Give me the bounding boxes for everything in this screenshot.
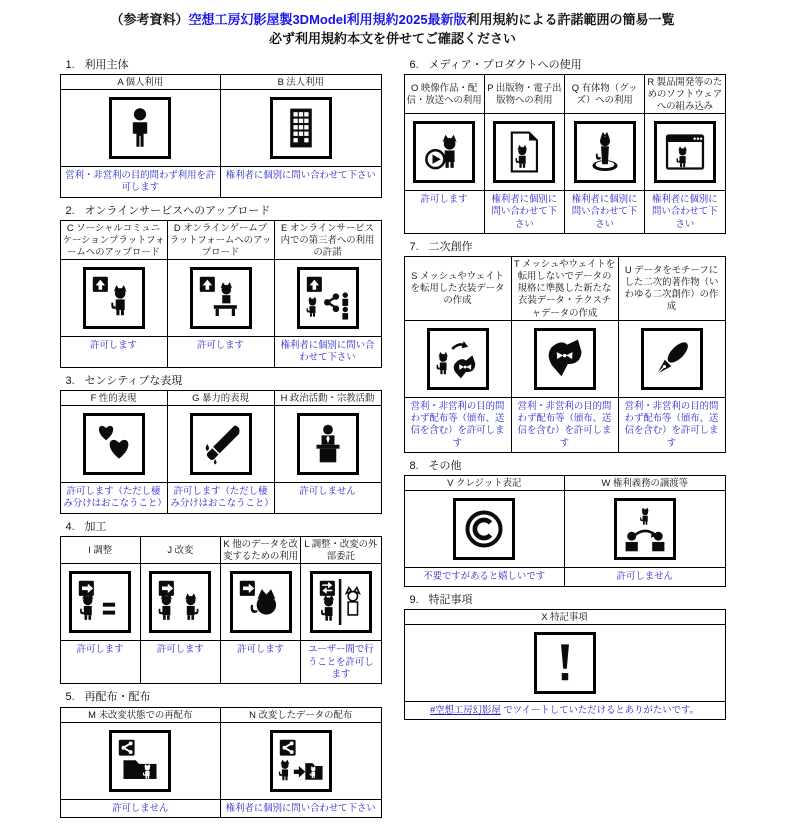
result-cell — [404, 190, 484, 233]
icon-cell — [274, 406, 381, 483]
section-number: 7. — [409, 241, 419, 254]
category-header-cell: F 性的表現 — [60, 391, 167, 406]
result-text: 権利者に個別に問い合わせて下さい — [225, 168, 376, 180]
result-cell — [221, 799, 382, 817]
section-number: 2. — [65, 204, 75, 217]
goods-figurine-icon — [574, 121, 636, 183]
result-cell — [618, 397, 725, 453]
permission-table — [404, 256, 726, 453]
section-number: 6. — [409, 58, 419, 71]
icon-cell — [565, 113, 645, 190]
office-building-icon — [270, 97, 332, 159]
title-line-2: 必ず利用規約本文を併せてご確認ください — [268, 30, 516, 46]
section-title: その他 — [428, 460, 462, 473]
modify-icon — [149, 571, 211, 633]
permission-table — [60, 220, 382, 368]
section-number: 5. — [65, 691, 75, 704]
permission-table — [404, 475, 726, 586]
rule-section-9 — [404, 594, 726, 721]
result-cell — [60, 641, 140, 684]
icon-cell — [221, 89, 382, 166]
title-suffix: 利用規約による許諾範囲の簡易一覧 — [466, 12, 675, 27]
icon-cell — [404, 491, 565, 568]
category-header-cell: J 改変 — [140, 537, 220, 564]
permission-table — [404, 609, 726, 720]
section-number: 3. — [65, 374, 75, 387]
icon-cell — [565, 491, 726, 568]
result-text: 許可します — [76, 643, 124, 655]
icon-cell — [60, 260, 167, 337]
result-cell — [140, 641, 220, 684]
upload-game-icon — [190, 267, 252, 329]
result-text: 許可しません — [112, 801, 169, 813]
right-column — [404, 59, 726, 825]
result-cell — [404, 568, 565, 586]
result-text: 権利者に個別に問い合わせて下さい — [225, 801, 376, 813]
hashtag-link[interactable]: #空想工房幻影屋 — [429, 704, 501, 715]
upload-social-icon — [83, 267, 145, 329]
result-cell — [404, 397, 511, 453]
result-cell — [167, 337, 274, 368]
category-header-cell: B 法人利用 — [221, 74, 382, 89]
section-heading — [60, 521, 382, 534]
icon-cell — [221, 564, 301, 641]
outsourcing-icon — [310, 571, 372, 633]
video-broadcast-icon — [413, 121, 475, 183]
section-title: メディア・プロダクトへの使用 — [428, 58, 582, 71]
permission-table — [404, 74, 726, 234]
icon-cell — [511, 320, 618, 397]
title-line-1 — [10, 11, 775, 30]
icon-cell — [60, 406, 167, 483]
upload-share-third-party-icon — [297, 267, 359, 329]
category-header-cell: E オンラインサービス内での第三者への利用の許諾 — [274, 220, 381, 259]
category-header-cell: I 調整 — [60, 537, 140, 564]
rule-section-1 — [60, 59, 382, 198]
icon-cell — [404, 320, 511, 397]
section-number: 8. — [409, 460, 419, 473]
result-text: 許可します — [237, 643, 285, 655]
category-header-cell: N 改変したデータの配布 — [221, 707, 382, 722]
category-header-cell: H 政治活動・宗教活動 — [274, 391, 381, 406]
copyright-icon — [453, 498, 515, 560]
result-cell — [60, 337, 167, 368]
rule-section-7 — [404, 241, 726, 453]
section-number: 4. — [65, 520, 75, 533]
category-header-cell: D オンラインゲームプラットフォームへのアップロード — [167, 220, 274, 259]
section-title: 加工 — [84, 520, 107, 533]
result-text: 許可します — [420, 192, 468, 204]
result-text: 許可します（ただし棲み分けはおこなうこと） — [170, 485, 274, 509]
category-header-cell: U データをモチーフにした二次的著作物（いわゆる二次創作）の作成 — [618, 257, 725, 320]
result-cell — [645, 190, 725, 233]
rule-section-4 — [60, 521, 382, 684]
icon-cell — [221, 722, 382, 799]
category-header-cell: M 未改変状態での再配布 — [60, 707, 221, 722]
category-header-cell: T メッシュやウェイトを転用しないでデータの規格に準拠した新たな衣装データ・テクスチャデータの作成 — [511, 257, 618, 320]
category-header-cell: K 他のデータを改変するための利用 — [221, 537, 301, 564]
section-heading — [404, 460, 726, 473]
result-text: 権利者に個別に問い合わせて下さい — [571, 192, 638, 229]
permission-table — [60, 536, 382, 684]
icon-cell — [60, 564, 140, 641]
result-cell — [221, 641, 301, 684]
terms-link[interactable]: 空想工房幻影屋製3DModel利用規約2025最新版 — [188, 12, 467, 27]
result-text: 営利・非営利の目的問わず配布等（頒布、送信を含む）を許可します — [410, 399, 505, 448]
category-header-cell: P 出版物・電子出版物への利用 — [484, 74, 564, 113]
section-title: オンラインサービスへのアップロード — [84, 204, 271, 217]
result-text: 許可します — [197, 339, 244, 350]
section-title: 利用主体 — [84, 58, 129, 71]
icon-cell — [301, 564, 381, 641]
result-text: 営利・非営利の目的問わず配布等（頒布、送信を含む）を許可します — [517, 399, 612, 448]
category-header-cell: G 暴力的表現 — [167, 391, 274, 406]
category-header-cell: L 調整・改変の外部委託 — [301, 537, 381, 564]
result-cell — [274, 483, 381, 514]
left-column — [60, 59, 382, 825]
rule-section-8 — [404, 460, 726, 587]
category-header-cell: V クレジット表記 — [404, 476, 565, 491]
section-title: 再配布・配布 — [84, 691, 151, 704]
result-text: ユーザー間で行うことを許可します — [308, 643, 374, 679]
result-text: 不要ですがあると嬉しいです — [423, 570, 546, 582]
category-header-cell: S メッシュやウェイトを転用した衣装データの作成 — [404, 257, 511, 320]
permission-table — [60, 707, 382, 818]
redistribute-unmodified-icon — [109, 730, 171, 792]
result-cell — [221, 166, 382, 197]
result-text: 許可します（ただし棲み分けはおこなうこと） — [63, 485, 167, 509]
result-cell — [565, 568, 726, 586]
icon-cell — [167, 260, 274, 337]
content-columns — [10, 59, 775, 825]
icon-cell — [167, 406, 274, 483]
costume-new-icon — [534, 328, 596, 390]
icon-cell — [60, 722, 221, 799]
icon-cell — [404, 625, 725, 702]
result-cell — [167, 483, 274, 514]
rule-section-5 — [60, 691, 382, 818]
result-text: 営利・非営利の目的問わず配布等（頒布、送信を含む）を許可します — [624, 399, 719, 448]
result-text: 権利者に個別に問い合わせて下さい — [491, 192, 558, 229]
section-number: 9. — [409, 593, 419, 606]
category-header-cell: R 製品開発等のためのソフトウェアへの組み込み — [645, 74, 725, 113]
rule-section-6 — [404, 59, 726, 235]
result-text: でツイートしていただけるとありがたいです。 — [500, 704, 700, 715]
result-text: 許可します — [156, 643, 204, 655]
distribute-modified-icon — [270, 730, 332, 792]
result-text: 許可しません — [616, 570, 673, 582]
publication-icon — [493, 121, 555, 183]
adjust-icon — [69, 571, 131, 633]
knife-icon — [190, 413, 252, 475]
title-prefix: （参考資料） — [110, 12, 189, 27]
hearts-icon — [83, 413, 145, 475]
icon-cell — [274, 260, 381, 337]
section-heading — [60, 375, 382, 388]
section-title: センシティブな表現 — [84, 374, 183, 387]
section-heading — [60, 691, 382, 704]
software-embed-icon — [654, 121, 716, 183]
icon-cell — [618, 320, 725, 397]
result-text: 権利者に個別に問い合わせて下さい — [652, 192, 718, 229]
rule-section-2 — [60, 205, 382, 368]
rule-section-3 — [60, 375, 382, 514]
section-heading — [404, 241, 726, 254]
result-text: 権利者に個別に問い合わせて下さい — [280, 339, 375, 363]
icon-cell — [60, 89, 221, 166]
category-header-cell: A 個人利用 — [60, 74, 221, 89]
section-heading — [60, 205, 382, 218]
icon-cell — [484, 113, 564, 190]
icon-cell — [404, 113, 484, 190]
result-text: 許可しません — [299, 485, 356, 497]
section-title: 特記事項 — [428, 593, 473, 606]
result-cell — [484, 190, 564, 233]
section-heading — [60, 59, 382, 72]
result-cell — [274, 337, 381, 368]
category-header-cell: C ソーシャルコミュニケーションプラットフォームへのアップロード — [60, 220, 167, 259]
category-header-cell: Q 有体物（グッズ）への利用 — [565, 74, 645, 113]
page-title — [10, 11, 775, 49]
result-text: 営利・非営利の目的問わず利用を許可します — [65, 168, 216, 193]
category-header-cell: W 権利義務の譲渡等 — [565, 476, 726, 491]
result-cell — [60, 483, 167, 514]
category-header-cell: O 映像作品・配信・放送への利用 — [404, 74, 484, 113]
result-text: 許可します — [90, 339, 137, 350]
section-heading — [404, 59, 726, 72]
podium-speech-icon — [297, 413, 359, 475]
result-cell — [60, 166, 221, 197]
result-cell — [404, 702, 725, 720]
category-header-cell: X 特記事項 — [404, 609, 725, 624]
permission-table — [60, 74, 382, 198]
costume-reuse-icon — [427, 328, 489, 390]
result-cell — [511, 397, 618, 453]
section-number: 1. — [65, 58, 75, 71]
exclamation-icon — [534, 632, 596, 694]
permission-table — [60, 390, 382, 514]
section-heading — [404, 594, 726, 607]
rights-transfer-icon — [614, 498, 676, 560]
result-cell — [301, 641, 381, 684]
result-cell — [60, 799, 221, 817]
modify-other-data-icon — [230, 571, 292, 633]
section-title: 二次創作 — [428, 241, 473, 254]
person-icon — [109, 97, 171, 159]
fountain-pen-icon — [641, 328, 703, 390]
icon-cell — [645, 113, 725, 190]
result-cell — [565, 190, 645, 233]
icon-cell — [140, 564, 220, 641]
